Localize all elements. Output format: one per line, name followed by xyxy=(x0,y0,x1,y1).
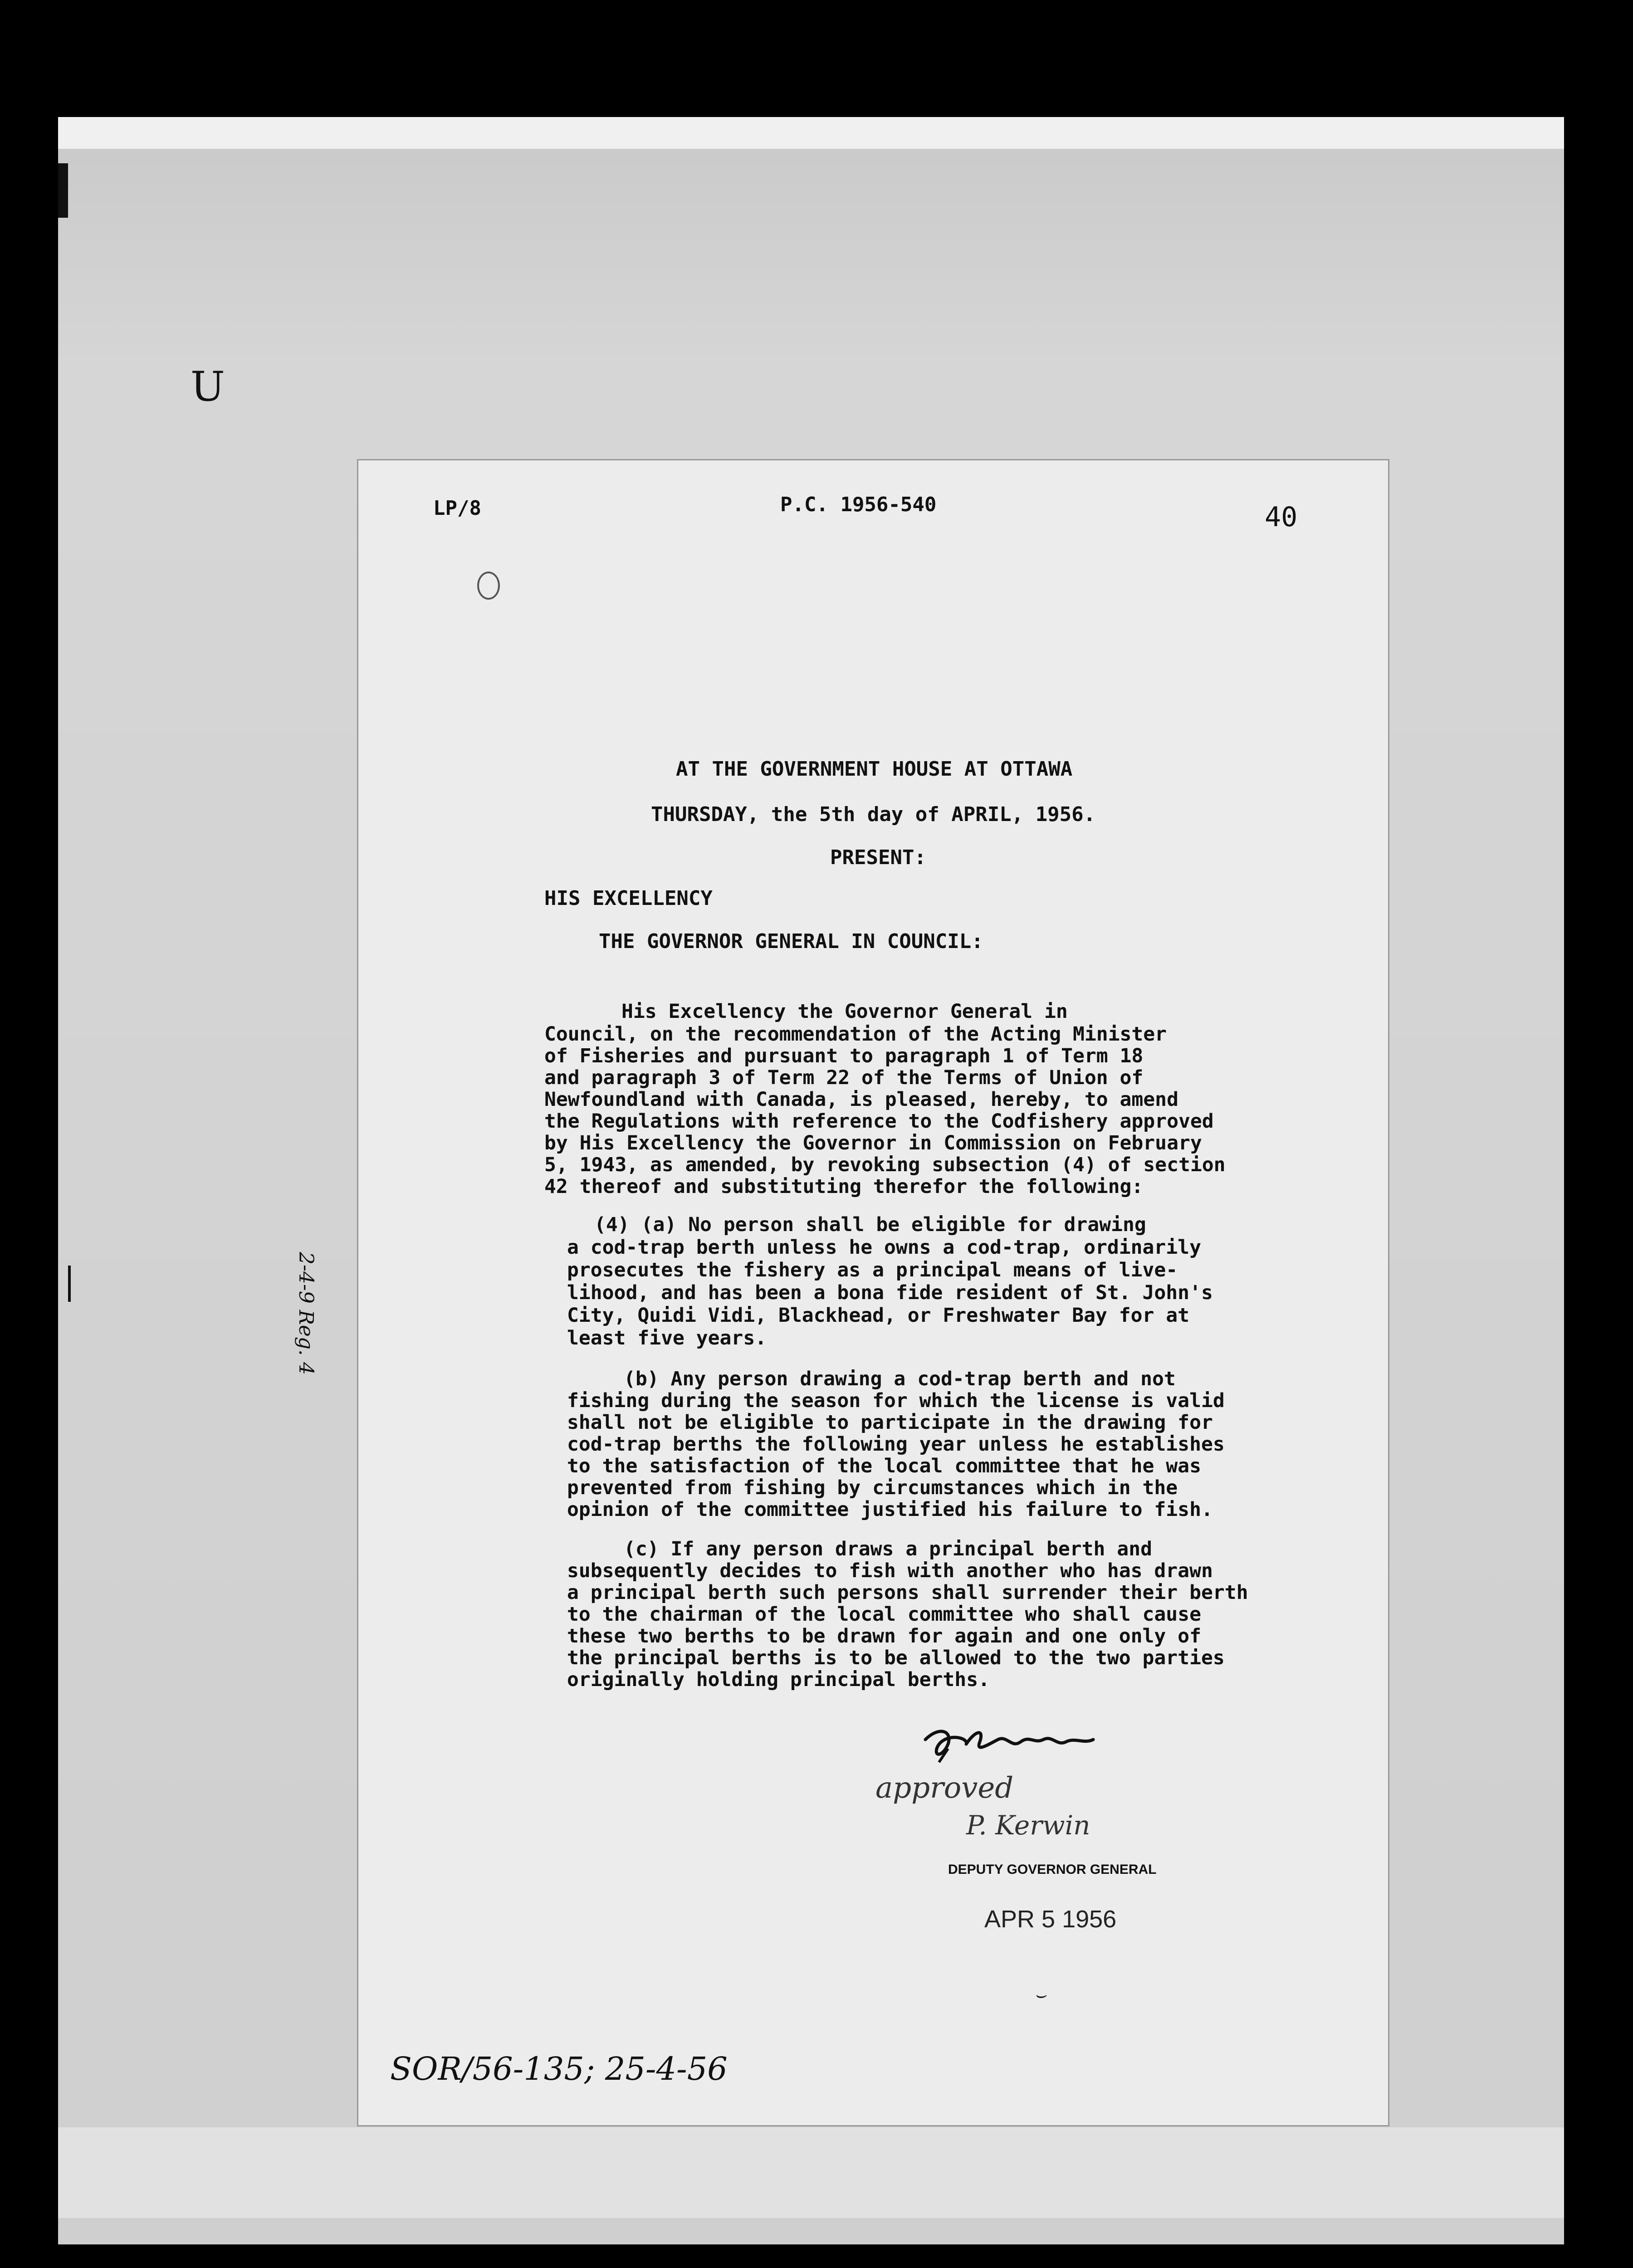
microfilm-top-strip xyxy=(58,117,1564,149)
para-b-line: (b) Any person drawing a cod-trap berth and not xyxy=(624,1368,1176,1390)
deputy-signature: P. Kerwin xyxy=(966,1810,1090,1841)
corner-mark: U xyxy=(191,363,225,411)
microfilm-edge-mark xyxy=(58,163,68,218)
para-c-line: a principal berth such persons shall surrender their berth xyxy=(567,1581,1248,1604)
stamp-date: APR 5 1956 xyxy=(984,1906,1117,1933)
para-b-line: opinion of the committee justified his failure to fish. xyxy=(567,1498,1213,1521)
para-c-line: to the chairman of the local committee who shall cause xyxy=(567,1603,1201,1626)
bottom-margin-note: SOR/56-135; 25-4-56 xyxy=(390,2050,728,2087)
para-b-line: prevented from fishing by circumstances which in the xyxy=(567,1476,1178,1499)
margin-tick xyxy=(68,1266,71,1302)
para-b-line: shall not be eligible to participate in the drawing for xyxy=(567,1411,1213,1434)
file-code: LP/8 xyxy=(433,497,481,520)
intro-line: and paragraph 3 of Term 22 of the Terms of Union of xyxy=(544,1066,1144,1089)
order-number: P.C. 1956-540 xyxy=(780,493,937,516)
approved-note: approved xyxy=(875,1771,1014,1805)
side-margin-note: 2-4-9 Reg. 4 xyxy=(294,1252,318,1375)
para-c-line: originally holding principal berths. xyxy=(567,1668,990,1691)
para-c-line: subsequently decides to fish with another who has drawn xyxy=(567,1559,1213,1582)
intro-line: 5, 1943, as amended, by revoking subsection (4) of section xyxy=(544,1154,1226,1176)
intro-line: Newfoundland with Canada, is pleased, hereby, to amend xyxy=(544,1088,1178,1111)
para-a-line: least five years. xyxy=(567,1327,767,1349)
para-b-line: cod-trap berths the following year unless he establishes xyxy=(567,1433,1225,1456)
deputy-title: DEPUTY GOVERNOR GENERAL xyxy=(948,1862,1157,1877)
para-a-line: a cod-trap berth unless he owns a cod-trap, ordinarily xyxy=(567,1236,1201,1259)
para-c-line: these two berths to be drawn for again and one only of xyxy=(567,1625,1201,1647)
para-a-line: City, Quidi Vidi, Blackhead, or Freshwater Bay for at xyxy=(567,1304,1190,1327)
para-b-line: to the satisfaction of the local committee that he was xyxy=(567,1455,1201,1477)
heading-date: THURSDAY, the 5th day of APRIL, 1956. xyxy=(651,803,1096,826)
document-page xyxy=(358,460,1388,2125)
heading-place: AT THE GOVERNMENT HOUSE AT OTTAWA xyxy=(676,758,1073,781)
heading-council: THE GOVERNOR GENERAL IN COUNCIL: xyxy=(599,930,983,953)
microfilm-bottom-strip xyxy=(58,2127,1564,2218)
heading-excellency: HIS EXCELLENCY xyxy=(544,887,713,910)
para-a-line: lihood, and has been a bona fide resident of St. John's xyxy=(567,1281,1213,1304)
intro-line: by His Excellency the Governor in Commission on February xyxy=(544,1132,1202,1154)
intro-line: His Excellency the Governor General in xyxy=(621,1000,1068,1023)
check-mark: ⌣ xyxy=(1034,1984,1046,2005)
punch-hole xyxy=(477,572,500,600)
intro-line: Council, on the recommendation of the Acting Minister xyxy=(544,1023,1167,1046)
intro-line: the Regulations with reference to the Codfishery approved xyxy=(544,1110,1214,1133)
para-a-line: (4) (a) No person shall be eligible for drawing xyxy=(594,1213,1146,1236)
para-a-line: prosecutes the fishery as a principal means of live- xyxy=(567,1259,1178,1281)
page-number: 40 xyxy=(1265,501,1298,533)
clerk-signature xyxy=(921,1717,1120,1767)
intro-line: of Fisheries and pursuant to paragraph 1 of Term 18 xyxy=(544,1045,1144,1067)
para-c-line: (c) If any person draws a principal berth and xyxy=(624,1538,1152,1560)
para-b-line: fishing during the season for which the license is valid xyxy=(567,1389,1225,1412)
heading-present: PRESENT: xyxy=(830,846,926,869)
intro-line: 42 thereof and substituting therefor the following: xyxy=(544,1175,1144,1198)
para-c-line: the principal berths is to be allowed to the two parties xyxy=(567,1647,1225,1669)
